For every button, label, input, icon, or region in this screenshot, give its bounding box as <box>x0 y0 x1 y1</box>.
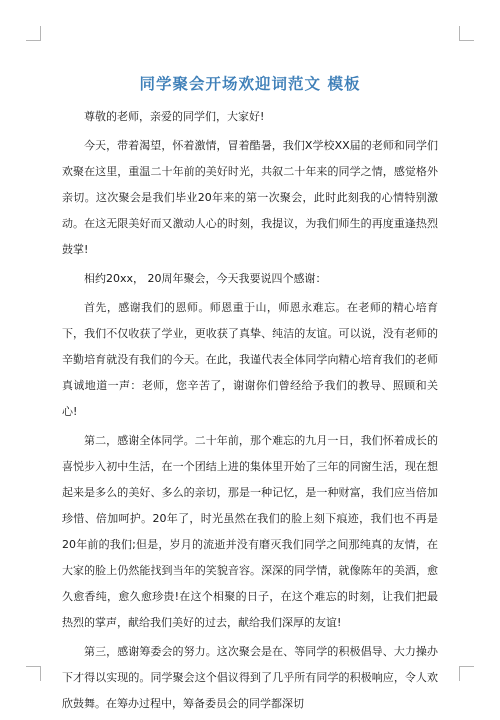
paragraph-opening: 今天，带着渴望，怀着激情，冒着酷暑，我们X学校XX届的老师和同学们欢聚在这里，重温二十年前的美好时光，共叙二十年来的同学之情，感觉格外亲切。这次聚会是我们毕业20年来的第一次聚会，此时此刻我的心情特别激动。在这无限美好而又激动人心的时刻，我提议，为我们师生的再度重逢热烈鼓掌! <box>62 139 438 256</box>
crop-mark-top-left <box>26 26 41 41</box>
crop-mark-bottom-right <box>459 666 474 681</box>
paragraph-thank-teachers: 首先，感谢我们的恩师。师恩重于山，师恩永难忘。在老师的精心培育下，我们不仅收获了学业，更收获了真挚、纯洁的友谊。可以说，没有老师的辛勤培育就没有我们的今天。在此，我谨代表全体同学向精心培育我们的老师真诚地道一声：老师，您辛苦了，谢谢你们曾经给予我们的教导、照顾和关心! <box>62 301 438 418</box>
paragraph-four-thanks: 相约20xx， 20周年聚会，今天我要说四个感谢： <box>84 272 327 285</box>
paragraph-thank-classmates: 第二，感谢全体同学。二十年前，那个难忘的九月一日，我们怀着成长的喜悦步入初中生活，在一个团结上进的集体里开始了三年的同窗生活，现在想起来是多么的美好、多么的亲切，那是一种记忆，是一种财富，我们应当倍加珍惜、倍加呵护。20年了，时光虽然在我们的脸上刻下痕迹，我们也不再是20年前的我们;但是，岁月的流逝并没有磨灭我们同学之间那纯真的友情，在大家的脸上仍然能找到当年的笑貌音容。深深的同学情，就像陈年的美酒，愈久愈香纯，愈久愈珍贵!在这个相聚的日子，在这个难忘的时刻，让我们把最热烈的掌声，献给我们美好的过去，献给我们深厚的友谊! <box>62 434 438 629</box>
paragraph-thank-committee: 第三，感谢筹委会的努力。这次聚会是在、等同学的积极倡导、大力操办下才得以实现的。同学聚会这个倡议得到了几乎所有同学的积极响应，令人欢欣鼓舞。在筹办过程中，筹备委员会的同学都深切 <box>62 645 438 710</box>
crop-mark-bottom-left <box>26 666 41 681</box>
crop-mark-top-right <box>459 26 474 41</box>
paragraph-greeting: 尊敬的老师，亲爱的同学们，大家好! <box>84 110 265 123</box>
document-body <box>62 104 438 720</box>
document-title: 同学聚会开场欢迎词范文 模板 <box>139 75 361 94</box>
